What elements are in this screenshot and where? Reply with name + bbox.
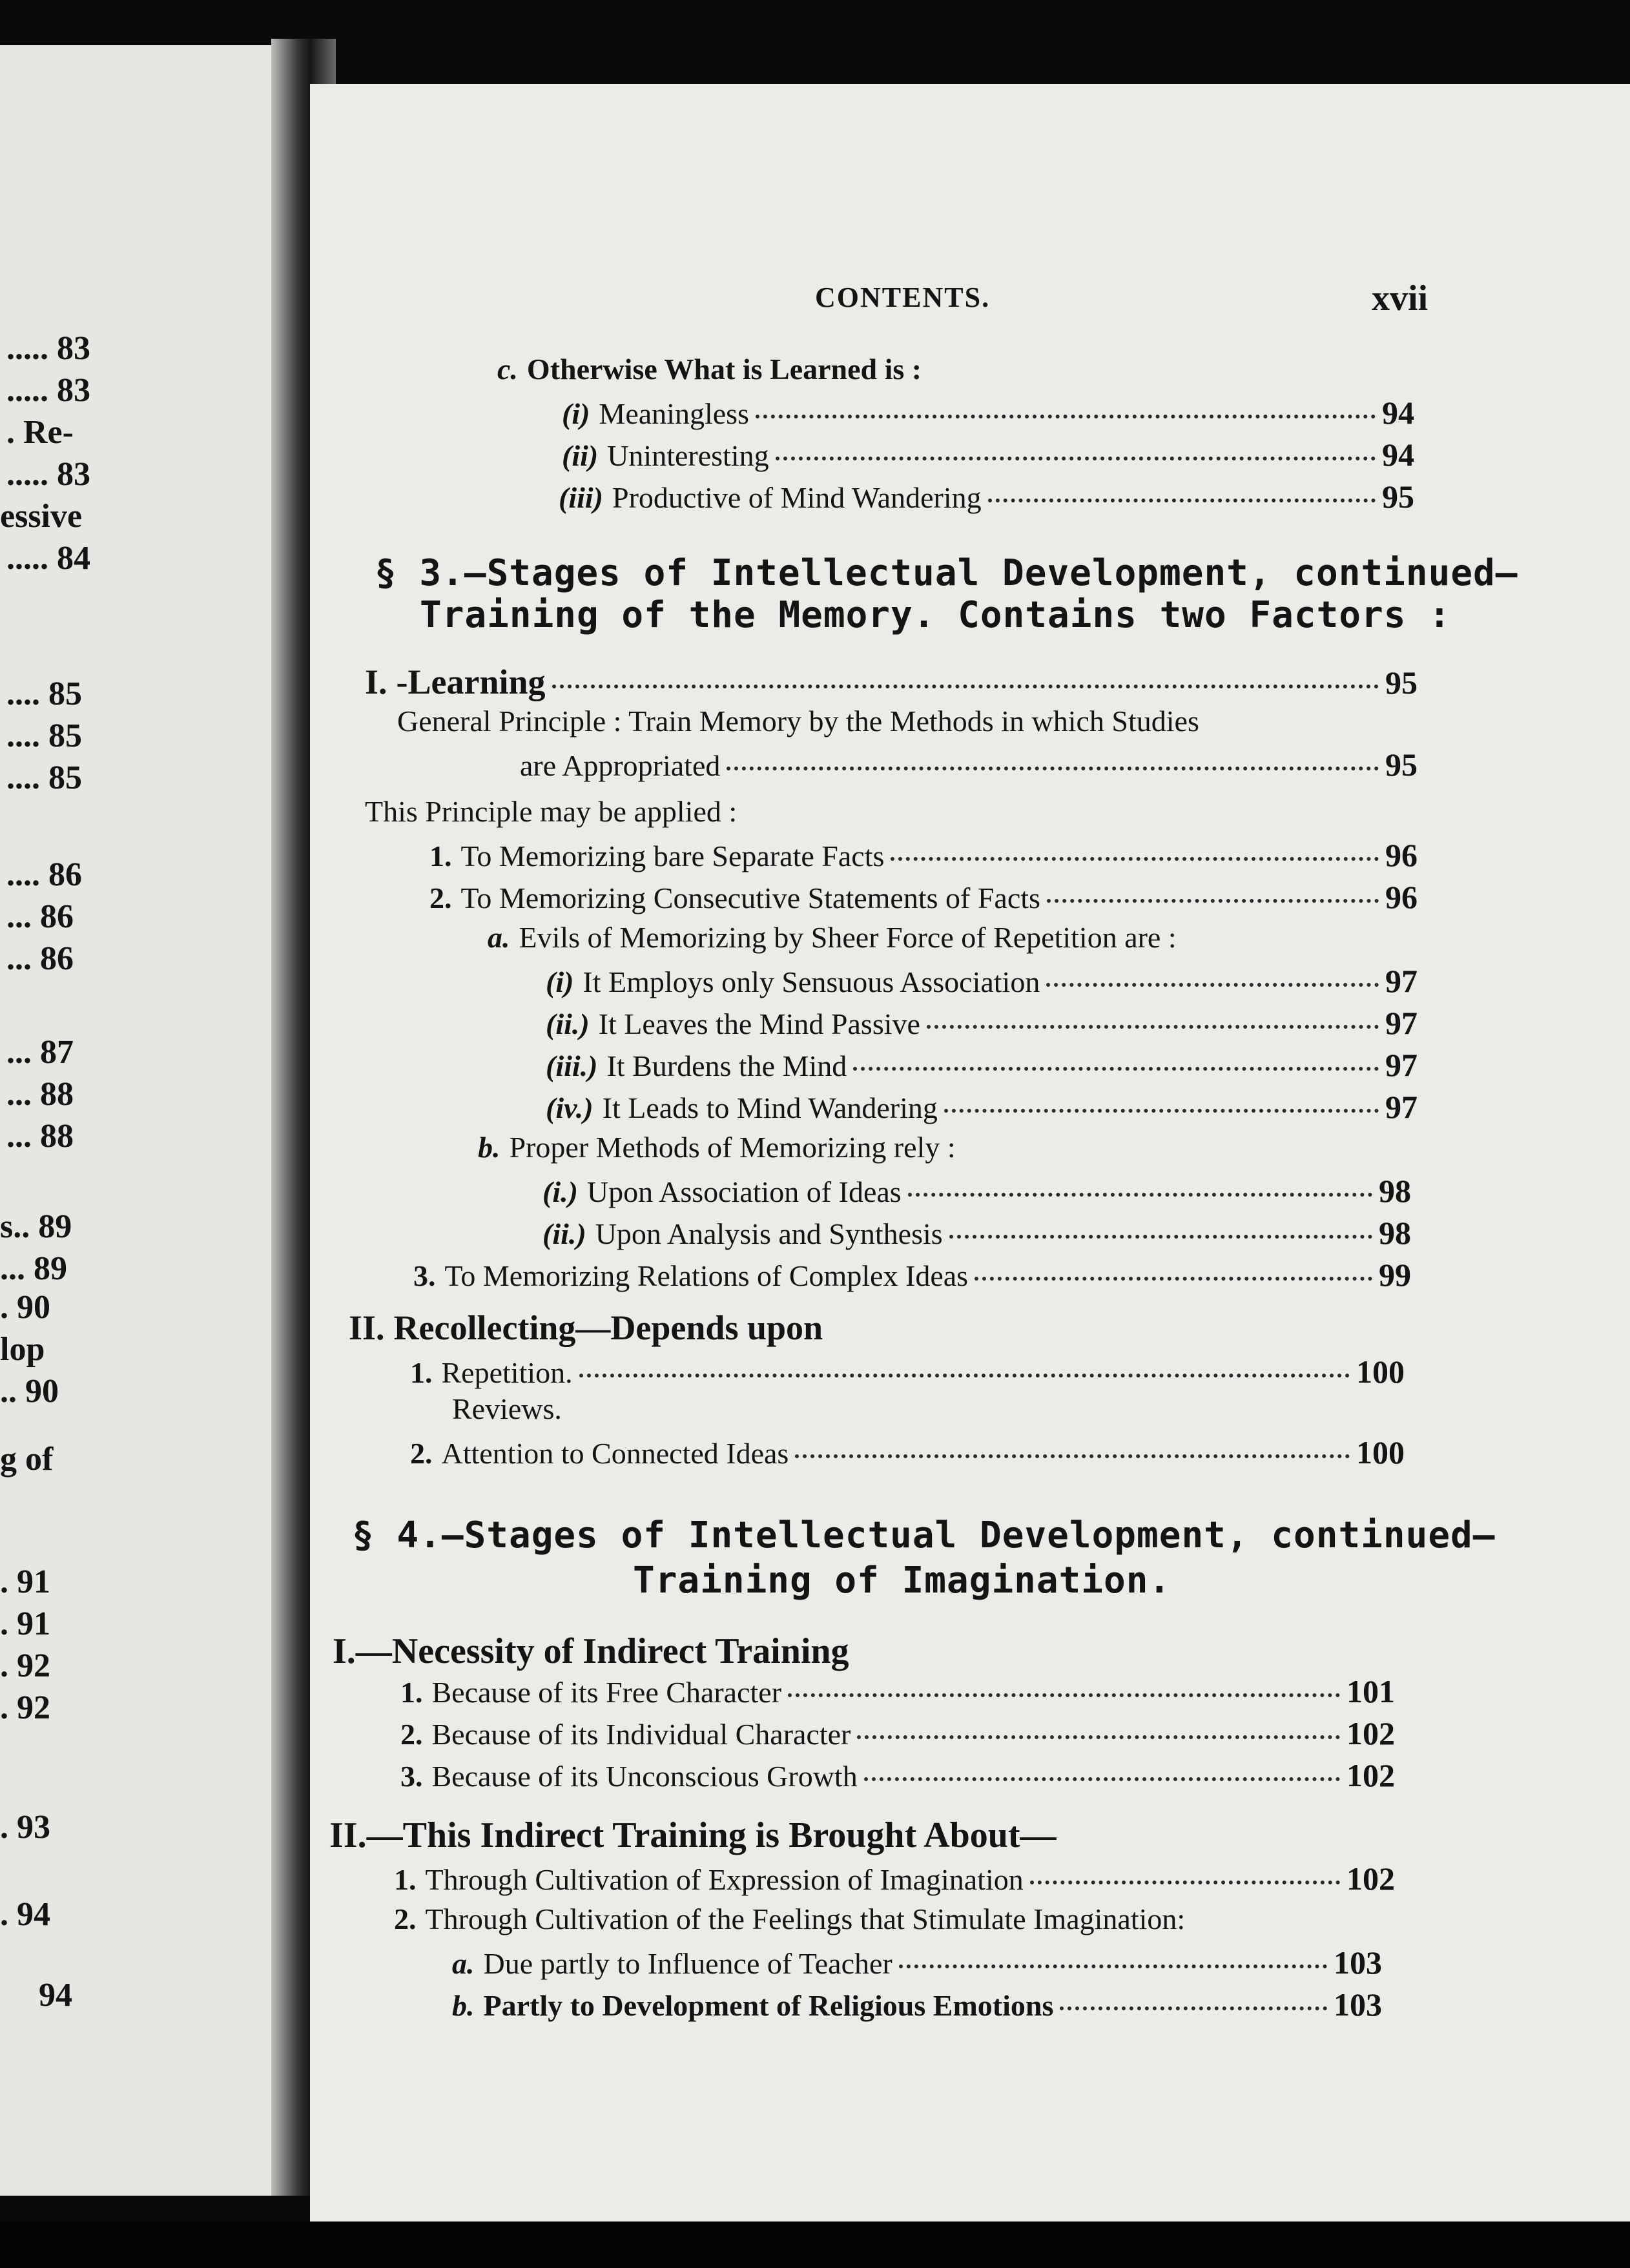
toc-entry (497, 352, 922, 386)
toc-entry (562, 436, 1414, 473)
leader-dots (988, 499, 1376, 502)
entry-page: 94 (1382, 395, 1414, 431)
leader-dots (727, 767, 1379, 770)
toc-entry (546, 1004, 1418, 1042)
left-entry: ... 89 (0, 1250, 67, 1287)
left-entry: . 91 (0, 1605, 50, 1642)
entry-page: 95 (1382, 479, 1414, 515)
entry-label: Otherwise What is Learned is : (526, 353, 922, 386)
toc-entry (410, 1353, 1405, 1390)
entry-marker: 2. (410, 1437, 433, 1470)
left-entry: ... 88 (6, 1076, 74, 1113)
left-entry: . 92 (0, 1647, 50, 1684)
left-entry: . 90 (0, 1289, 50, 1326)
entry-label: To Memorizing Consecutive Statements of Facts (460, 881, 1040, 914)
leader-dots (776, 457, 1376, 460)
leader-dots (788, 1693, 1340, 1697)
section-heading: Training of Imagination. (633, 1560, 1171, 1602)
entry-page: 97 (1385, 1089, 1418, 1125)
entry-marker: II. (349, 1308, 385, 1347)
entry-marker: 1. (410, 1356, 433, 1389)
leader-dots (853, 1067, 1379, 1071)
left-entry: ... 88 (6, 1118, 74, 1155)
entry-label: Upon Association of Ideas (586, 1175, 902, 1208)
left-entry: g of (0, 1441, 54, 1478)
left-page-fragment (0, 45, 284, 2196)
left-entry: . 93 (0, 1809, 50, 1846)
entry-label: Through Cultivation of Expression of Imagination (425, 1863, 1024, 1896)
toc-entry (452, 1944, 1382, 1981)
entry-page: 101 (1346, 1673, 1395, 1709)
entry-label: It Employs only Sensuous Association (583, 965, 1040, 998)
toc-entry (365, 662, 1418, 702)
entry-label: —This Indirect Training is Brought About— (366, 1815, 1057, 1855)
entry-marker: 3. (413, 1259, 436, 1292)
toc-entry (542, 1214, 1411, 1252)
entry-page: 103 (1334, 1944, 1382, 1981)
left-entry: 94 (39, 1977, 72, 2014)
entry-marker: (ii.) (546, 1007, 590, 1040)
leader-dots (927, 1025, 1379, 1029)
entry-marker: a. (452, 1947, 475, 1980)
leader-dots (552, 685, 1379, 688)
entry-marker: (ii.) (542, 1217, 586, 1250)
entry-page: 98 (1379, 1173, 1411, 1209)
entry-label: Because of its Free Character (431, 1676, 782, 1709)
left-entry: ... 87 (6, 1034, 74, 1071)
entry-label: It Leads to Mind Wandering (602, 1091, 938, 1124)
entry-marker: 1. (400, 1676, 423, 1709)
entry-marker: b. (452, 1989, 475, 2022)
scan-border (0, 2222, 1630, 2268)
section-heading: Training of the Memory. Contains two Factors : (420, 594, 1451, 636)
entry-marker: (ii) (562, 439, 599, 472)
entry-page: 98 (1379, 1215, 1411, 1251)
left-entry: ..... 84 (6, 540, 90, 577)
entry-marker: (iii.) (546, 1049, 598, 1082)
entry-page: 96 (1385, 837, 1418, 873)
entry-label: Attention to Connected Ideas (441, 1437, 789, 1470)
left-entry: ..... 83 (6, 330, 90, 367)
entry-label: Because of its Unconscious Growth (431, 1760, 858, 1793)
left-entry: .. 90 (0, 1373, 59, 1410)
entry-marker: (i) (546, 965, 574, 998)
leader-dots (975, 1277, 1372, 1281)
entry-label: Meaningless (599, 397, 749, 430)
entry-marker: b. (478, 1131, 500, 1164)
entry-page: 95 (1385, 665, 1418, 701)
left-entry: .... 86 (6, 856, 82, 893)
leader-dots (1030, 1881, 1340, 1884)
principle-applied: This Principle may be applied : (365, 795, 738, 828)
toc-entry (349, 1308, 823, 1348)
left-entry: . 91 (0, 1563, 50, 1600)
entry-page: 95 (1385, 747, 1418, 783)
toc-entry (542, 1172, 1411, 1210)
entry-page: 96 (1385, 879, 1418, 915)
left-entry: .... 85 (6, 717, 82, 754)
entry-label: are Appropriated (520, 749, 721, 782)
section-heading: § 4.—Stages of Intellectual Development, continued— (352, 1514, 1496, 1556)
toc-entry (400, 1673, 1395, 1710)
toc-entry (546, 1046, 1418, 1084)
toc-entry (546, 1088, 1418, 1126)
entry-page: 102 (1346, 1861, 1395, 1897)
leader-dots (899, 1964, 1327, 1968)
entry-page: 102 (1346, 1715, 1395, 1751)
entry-label: Uninteresting (607, 439, 769, 472)
leader-dots (908, 1193, 1372, 1197)
leader-dots (857, 1735, 1340, 1739)
left-entry: essive (0, 498, 83, 535)
left-entry: s.. 89 (0, 1208, 72, 1245)
section-heading: § 3.—Stages of Intellectual Development, continued— (375, 552, 1518, 594)
toc-entry (429, 878, 1418, 916)
left-entry: . 94 (0, 1896, 50, 1933)
entry-label: Evils of Memorizing by Sheer Force of Repetition are : (519, 921, 1177, 954)
entry-marker: 1. (429, 840, 452, 872)
toc-entry (559, 478, 1414, 515)
entry-marker: c. (497, 353, 518, 386)
left-entry: ... 86 (6, 898, 74, 935)
toc-entry (400, 1757, 1395, 1794)
entry-label: To Memorizing bare Separate Facts (460, 840, 885, 872)
entry-page: 100 (1356, 1434, 1405, 1470)
toc-entry (520, 746, 1418, 783)
left-entry: ... 86 (6, 940, 74, 977)
entry-page: 97 (1385, 1005, 1418, 1041)
entry-label: Because of its Individual Character (431, 1718, 851, 1751)
entry-label: Due partly to Influence of Teacher (483, 1947, 892, 1980)
entry-label: Partly to Development of Religious Emotions (483, 1989, 1054, 2022)
part-heading (329, 1815, 1057, 1856)
entry-label: Through Cultivation of the Feelings that Stimulate Imagination: (425, 1902, 1186, 1935)
leader-dots (949, 1235, 1372, 1239)
entry-marker: (iii) (559, 481, 603, 514)
entry-page: 103 (1334, 1986, 1382, 2023)
entry-marker: 2. (394, 1902, 417, 1935)
leader-dots (1047, 899, 1379, 903)
entry-label: -Learning (396, 663, 546, 701)
entry-marker: 3. (400, 1760, 423, 1793)
toc-entry (452, 1986, 1382, 2023)
entry-label: To Memorizing Relations of Complex Ideas (444, 1259, 969, 1292)
entry-marker: 2. (429, 881, 452, 914)
entry-label: Upon Analysis and Synthesis (595, 1217, 943, 1250)
leader-dots (756, 415, 1376, 418)
entry-marker: a. (488, 921, 510, 954)
entry-page: 94 (1382, 437, 1414, 473)
entry-label: Productive of Mind Wandering (612, 481, 982, 514)
entry-label: Proper Methods of Memorizing rely : (509, 1131, 956, 1164)
entry-page: 99 (1379, 1257, 1411, 1293)
entry-page: 100 (1356, 1354, 1405, 1390)
entry-label: It Burdens the Mind (606, 1049, 847, 1082)
entry-marker: (i) (562, 397, 590, 430)
part-heading (333, 1631, 849, 1672)
entry-page: 97 (1385, 1047, 1418, 1083)
toc-entry (394, 1902, 1185, 1936)
leader-dots (1060, 2006, 1327, 2010)
entry-marker: (iv.) (546, 1091, 593, 1124)
toc-entry (488, 920, 1177, 954)
left-entry: .... 85 (6, 675, 82, 712)
leader-dots (795, 1454, 1350, 1458)
toc-entry (394, 1860, 1395, 1897)
page-title: CONTENTS. (815, 282, 991, 313)
leader-dots (579, 1374, 1350, 1377)
toc-entry (413, 1256, 1411, 1294)
toc-entry (478, 1130, 956, 1164)
general-principle: General Principle : Train Memory by the Methods in which Studies (397, 705, 1199, 737)
leader-dots (944, 1109, 1379, 1113)
entry-marker: I. (365, 663, 387, 701)
left-entry: ..... 83 (6, 456, 90, 493)
left-entry: ..... 83 (6, 372, 90, 409)
entry-label: It Leaves the Mind Passive (598, 1007, 920, 1040)
reviews-line: Reviews. (452, 1392, 562, 1425)
toc-entry (546, 962, 1418, 1000)
left-entry: . Re- (6, 414, 74, 451)
page-number: xvii (1372, 278, 1429, 318)
toc-entry (429, 836, 1418, 874)
leader-dots (891, 857, 1379, 861)
left-entry: . 92 (0, 1689, 50, 1726)
entry-label: Recollecting—Depends upon (393, 1308, 823, 1347)
leader-dots (864, 1777, 1340, 1781)
entry-marker: (i.) (542, 1175, 578, 1208)
entry-page: 97 (1385, 963, 1418, 999)
entry-marker: I. (333, 1631, 356, 1671)
leader-dots (1046, 983, 1379, 987)
entry-label: —Necessity of Indirect Training (355, 1631, 849, 1671)
toc-entry (400, 1715, 1395, 1752)
left-entry: lop (0, 1331, 45, 1368)
entry-marker: 2. (400, 1718, 423, 1751)
left-entry: .... 85 (6, 759, 82, 796)
entry-page: 102 (1346, 1757, 1395, 1793)
toc-entry (410, 1434, 1405, 1471)
entry-marker: 1. (394, 1863, 417, 1896)
entry-label: Repetition. (441, 1356, 573, 1389)
toc-entry (562, 394, 1414, 431)
entry-marker: II. (329, 1815, 367, 1855)
